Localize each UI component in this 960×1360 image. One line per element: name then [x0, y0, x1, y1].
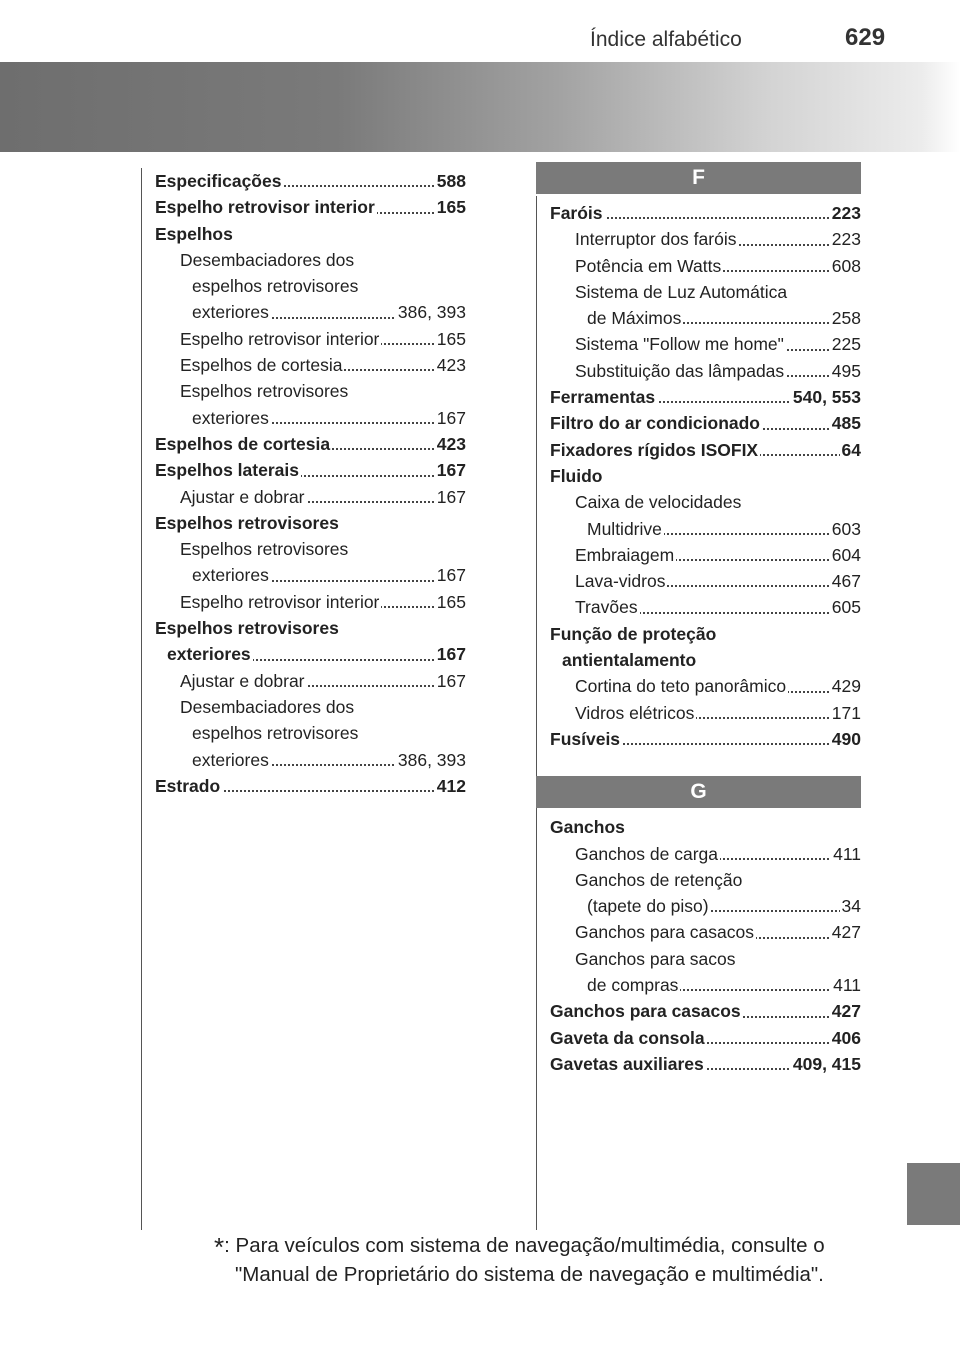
index-subentry: [550, 279, 861, 305]
entry-term: Fusíveis: [550, 728, 621, 749]
index-subentry: [550, 594, 861, 620]
index-subentry: [155, 484, 466, 510]
entry-term: Especificações: [155, 171, 282, 191]
entry-term: de compras: [587, 975, 679, 996]
entry-term: Espelho retrovisor interior: [180, 591, 380, 612]
entry-page-ref: 540, 553: [791, 384, 861, 410]
entry-page-ref: 386, 393: [396, 747, 466, 773]
index-subentry: [550, 568, 861, 594]
index-subentry: [155, 326, 466, 352]
entry-term: Ganchos para sacos: [575, 948, 736, 969]
index-entry: [155, 773, 466, 799]
entry-page-ref: 167: [435, 641, 466, 667]
entry-term: Gaveta da consola: [550, 1027, 705, 1048]
entry-term: Travões: [575, 597, 638, 618]
entry-term: exteriores: [192, 749, 269, 770]
index-entry: [155, 510, 466, 536]
index-entry: [550, 384, 861, 410]
section-entries: [536, 814, 861, 1077]
index-subentry: [550, 358, 861, 384]
header-gradient-band: [0, 62, 960, 152]
entry-term: Multidrive: [587, 518, 662, 539]
entry-term: de Máximos: [587, 308, 682, 329]
entry-term: Fluido: [550, 465, 603, 486]
entry-page-ref: 167: [435, 668, 466, 694]
entry-page-ref: 411: [831, 972, 861, 998]
entry-page-ref: 167: [435, 484, 466, 510]
entry-term: Desembaciadores dos: [180, 249, 355, 270]
entry-term: Ajustar e dobrar: [180, 670, 305, 691]
index-entry: [550, 200, 861, 226]
footnote-asterisk: *: [214, 1232, 225, 1262]
index-subentry: [550, 946, 861, 972]
index-subentry: [155, 536, 466, 562]
index-entry: [155, 168, 466, 194]
left-margin-rule: [141, 168, 142, 1230]
index-subentry: [155, 562, 466, 588]
entry-page-ref: 406: [830, 1025, 861, 1051]
entry-page-ref: 485: [830, 410, 861, 436]
entry-term: Ganchos para casacos: [575, 922, 754, 943]
index-subentry: [550, 226, 861, 252]
index-subentry: [155, 273, 466, 299]
entry-term: Espelhos retrovisores: [155, 618, 339, 639]
entry-page-ref: 427: [830, 919, 861, 945]
index-entry: [155, 615, 466, 641]
entry-page-ref: 386, 393: [396, 299, 466, 325]
entry-term: Ganchos de carga: [575, 843, 719, 864]
entry-page-ref: 412: [435, 773, 466, 799]
entry-page-ref: 225: [830, 331, 861, 357]
index-subentry: [550, 489, 861, 515]
index-subentry: [550, 305, 861, 331]
entry-term: Interruptor dos faróis: [575, 229, 737, 250]
entry-term: Função de proteção: [550, 623, 717, 644]
index-subentry: [550, 919, 861, 945]
entry-term: Faróis: [550, 203, 603, 223]
entry-page-ref: 409, 415: [791, 1051, 861, 1077]
index-subentry: [155, 694, 466, 720]
entry-term: Fixadores rígidos ISOFIX: [550, 439, 759, 460]
entry-page-ref: 427: [830, 998, 861, 1024]
entry-page-ref: 171: [830, 700, 861, 726]
entry-page-ref: 223: [830, 200, 861, 226]
index-entry: [155, 194, 466, 220]
entry-term: espelhos retrovisores: [192, 723, 359, 744]
entry-page-ref: 167: [435, 457, 466, 483]
entry-term: Ganchos para casacos: [550, 1001, 741, 1022]
index-subentry: [155, 668, 466, 694]
entry-term: Espelhos retrovisores: [155, 512, 339, 533]
index-subentry: [550, 516, 861, 542]
entry-page-ref: 423: [435, 431, 466, 457]
entry-term: Vidros elétricos: [575, 702, 695, 723]
entry-term: Espelho retrovisor interior: [155, 197, 375, 218]
index-subentry: [550, 841, 861, 867]
footnote-line-2: "Manual de Proprietário do sistema de navegação e multimédia".: [235, 1263, 824, 1286]
index-entry: [550, 437, 861, 463]
entry-term: Ajustar e dobrar: [180, 486, 305, 507]
index-entry: [550, 726, 861, 752]
index-subentry: [550, 542, 861, 568]
entry-page-ref: 165: [435, 194, 466, 220]
index-subentry: [155, 589, 466, 615]
entry-term: Ferramentas: [550, 387, 656, 408]
index-subentry: [550, 972, 861, 998]
index-subentry: [550, 700, 861, 726]
entry-term: Filtro do ar condicionado: [550, 413, 760, 434]
entry-page-ref: 423: [435, 352, 466, 378]
entry-page-ref: 495: [830, 358, 861, 384]
entry-term: Espelhos laterais: [155, 460, 299, 481]
index-subentry: [155, 352, 466, 378]
index-subentry: [550, 673, 861, 699]
index-entry: [550, 998, 861, 1024]
entry-page-ref: 64: [840, 437, 861, 463]
section-letter-header: G: [536, 776, 861, 808]
entry-term: Ganchos: [550, 817, 625, 838]
index-subentry: [550, 253, 861, 279]
entry-term: Espelhos de cortesia: [180, 355, 343, 376]
entry-term: Substituição das lâmpadas: [575, 360, 785, 381]
index-entry: [550, 1025, 861, 1051]
entry-page-ref: 490: [830, 726, 861, 752]
left-index-column: [155, 168, 466, 799]
entry-term: exteriores: [192, 302, 269, 323]
entry-term: Cortina do teto panorâmico: [575, 676, 787, 697]
index-subentry: [155, 720, 466, 746]
entry-term: Caixa de velocidades: [575, 492, 742, 513]
entry-term: (tapete do piso): [587, 896, 709, 917]
entry-page-ref: 604: [830, 542, 861, 568]
entry-term: exteriores: [167, 644, 251, 665]
section-title: Índice alfabético: [590, 28, 742, 51]
entry-term: Espelhos retrovisores: [180, 539, 349, 560]
entry-term: antientalamento: [562, 650, 697, 671]
index-entry: [155, 431, 466, 457]
entry-page-ref: 603: [830, 516, 861, 542]
entry-term: exteriores: [192, 565, 269, 586]
entry-page-ref: 605: [830, 594, 861, 620]
footnote-line-1: : Para veículos com sistema de navegação/multimédia, consulte o: [224, 1234, 825, 1257]
entry-page-ref: 165: [435, 326, 466, 352]
entry-page-ref: 223: [830, 226, 861, 252]
entry-term: Espelhos retrovisores: [180, 381, 349, 402]
index-subentry: [550, 893, 861, 919]
index-entry: [550, 647, 861, 673]
entry-term: Potência em Watts: [575, 255, 722, 276]
index-entry: [550, 814, 861, 840]
index-entry: [155, 457, 466, 483]
entry-term: exteriores: [192, 407, 269, 428]
entry-term: Sistema "Follow me home": [575, 334, 784, 355]
entry-term: espelhos retrovisores: [192, 276, 359, 297]
entry-term: Sistema de Luz Automática: [575, 281, 788, 302]
entry-page-ref: 258: [830, 305, 861, 331]
index-subentry: [550, 867, 861, 893]
index-subentry: [155, 378, 466, 404]
index-entry: [550, 1051, 861, 1077]
entry-page-ref: 467: [830, 568, 861, 594]
entry-page-ref: 608: [830, 253, 861, 279]
entry-page-ref: 588: [435, 168, 466, 194]
entry-term: Gavetas auxiliares: [550, 1053, 704, 1074]
section-letter-header: F: [536, 162, 861, 194]
entry-term: Espelho retrovisor interior: [180, 328, 380, 349]
entry-term: Estrado: [155, 775, 221, 796]
entry-page-ref: 411: [831, 841, 861, 867]
entry-page-ref: 167: [435, 405, 466, 431]
entry-term: Embraiagem: [575, 544, 675, 565]
entry-term: Desembaciadores dos: [180, 696, 355, 717]
index-entry: [550, 463, 861, 489]
index-subentry: [550, 331, 861, 357]
entry-term: Lava-vidros: [575, 571, 666, 592]
index-entry: [550, 621, 861, 647]
entry-page-ref: 165: [435, 589, 466, 615]
section-entries: [536, 200, 861, 752]
index-subentry: [155, 405, 466, 431]
entry-page-ref: 34: [840, 893, 861, 919]
index-subentry: [155, 299, 466, 325]
index-entry: [155, 221, 466, 247]
entry-term: Espelhos: [155, 223, 233, 244]
right-index-column: [536, 162, 861, 1077]
entry-term: Espelhos de cortesia: [155, 433, 331, 454]
index-entry: [550, 410, 861, 436]
index-entry: [155, 641, 466, 667]
entry-term: Ganchos de retenção: [575, 869, 743, 890]
entry-page-ref: 167: [435, 562, 466, 588]
footnote: [214, 1232, 862, 1289]
page-number: 629: [845, 24, 886, 51]
chapter-thumb-tab: [907, 1163, 960, 1225]
entry-page-ref: 429: [830, 673, 861, 699]
index-subentry: [155, 247, 466, 273]
index-subentry: [155, 747, 466, 773]
